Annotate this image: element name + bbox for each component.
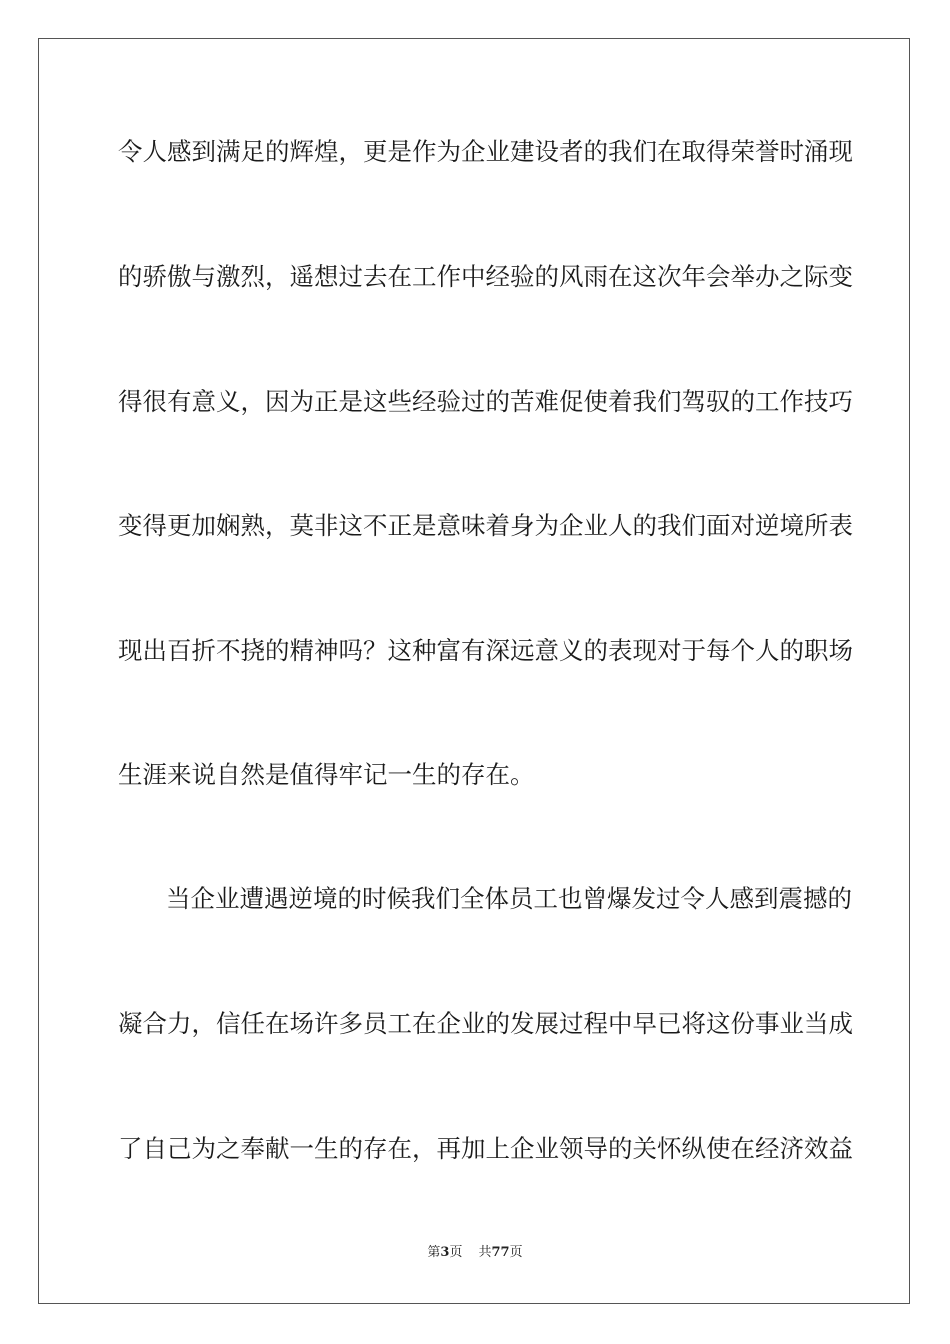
page-number: 3 [440, 1245, 450, 1260]
body-text-line-8: 凝合力，信任在场许多员工在企业的发展过程中早已将这份事业当成 [118, 1009, 853, 1038]
body-text-line-9: 了自己为之奉献一生的存在，再加上企业领导的关怀纵使在经济效益 [118, 1134, 853, 1163]
body-text-line-1: 令人感到满足的辉煌，更是作为企业建设者的我们在取得荣誉时涌现 [118, 137, 853, 166]
page-border [38, 38, 910, 1304]
body-text-line-6: 生涯来说自然是值得牢记一生的存在。 [118, 760, 535, 789]
body-text-line-4: 变得更加娴熟，莫非这不正是意味着身为企业人的我们面对逆境所表 [118, 511, 853, 540]
total-prefix: 共 [478, 1245, 492, 1260]
body-text-line-5: 现出百折不挠的精神吗？这种富有深远意义的表现对于每个人的职场 [118, 636, 853, 665]
page-prefix: 第 [427, 1245, 441, 1260]
body-text-line-3: 得很有意义，因为正是这些经验过的苦难促使着我们驾驭的工作技巧 [118, 387, 853, 416]
page-suffix: 页 [449, 1245, 463, 1260]
page-footer [0, 1244, 950, 1262]
body-text-line-7: 当企业遭遇逆境的时候我们全体员工也曾爆发过令人感到震撼的 [166, 884, 852, 913]
body-text-line-2: 的骄傲与激烈，遥想过去在工作中经验的风雨在这次年会举办之际变 [118, 262, 853, 291]
total-pages: 77 [491, 1245, 510, 1260]
total-suffix: 页 [509, 1245, 523, 1260]
